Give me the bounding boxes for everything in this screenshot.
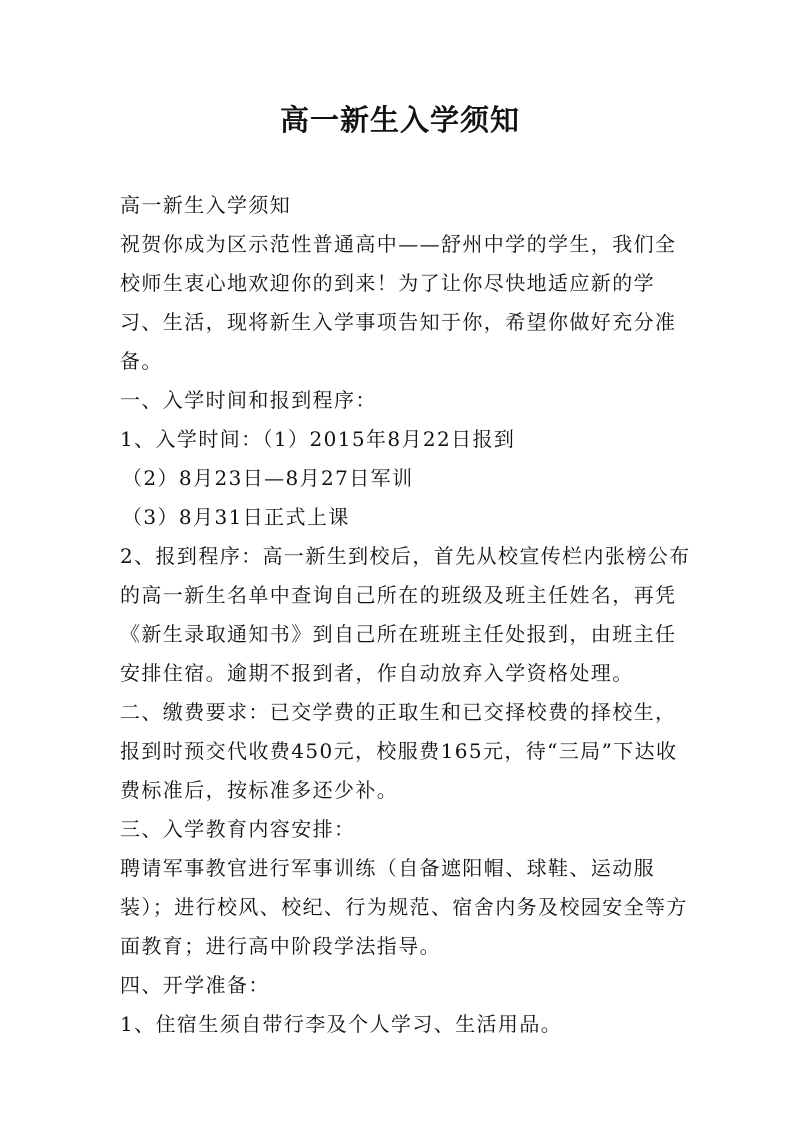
welcome-paragraph: 祝贺你成为区示范性普通高中——舒州中学的学生，我们全校师生衷心地欢迎你的到来！为了让你尽快地适应新的学习、生活，现将新生入学事项告知于你，希望你做好充分准备。 (120, 232, 677, 373)
section-heading-education: 三、入学教育内容安排： (120, 817, 356, 841)
document-body (120, 186, 695, 1044)
class-start-item: （3）8月31日正式上课 (122, 505, 350, 529)
registration-procedure-paragraph: 2、报到程序：高一新生到校后，首先从校宣传栏内张榜公布的高一新生名单中查询自己所在的班级及班主任姓名，再凭《新生录取通知书》到自己所在班班主任处报到，由班主任安排住宿。逾期不报到者，作自动放弃入学资格处理。 (120, 544, 691, 685)
section-heading-enrollment: 一、入学时间和报到程序： (120, 388, 377, 412)
section-heading-preparation: 四、开学准备： (120, 973, 270, 997)
military-training-item: （2）8月23日—8月27日军训 (122, 466, 414, 490)
preparation-item-1: 1、住宿生须自带行李及个人学习、生活用品。 (120, 1012, 563, 1036)
fee-requirements-paragraph: 二、缴费要求：已交学费的正取生和已交择校费的择校生，报到时预交代收费450元，校服费165元，待“三局”下达收费标准后，按标准多还少补。 (120, 700, 678, 802)
subtitle-paragraph: 高一新生入学须知 (120, 193, 292, 217)
education-content-paragraph: 聘请军事教官进行军事训练（自备遮阳帽、球鞋、运动服装）；进行校风、校纪、行为规范、宿舍内务及校园安全等方面教育；进行高中阶段学法指导。 (120, 856, 688, 958)
document-title: 高一新生入学须知 (279, 103, 520, 137)
enrollment-time-item: 1、入学时间：（1）2015年8月22日报到 (120, 427, 516, 451)
